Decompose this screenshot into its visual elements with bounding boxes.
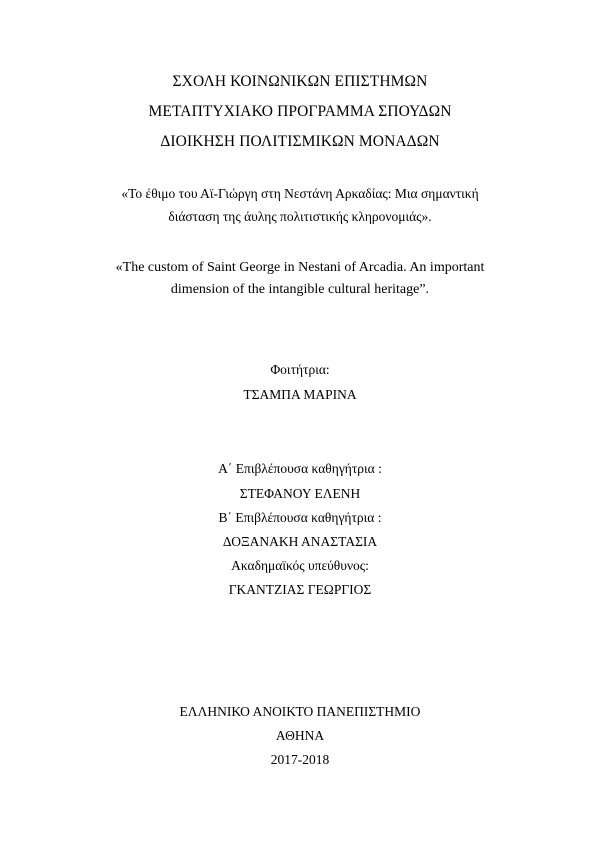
english-title-line-2: dimension of the intangible cultural heritage”. bbox=[170, 282, 430, 297]
specialization-name: ΔΙΟΙΚΗΣΗ ΠΟΛΙΤΙΣΜΙΚΩΝ ΜΟΝΑΔΩΝ bbox=[160, 133, 440, 150]
university-name: ΕΛΛΗΝΙΚΟ ΑΝΟΙΚΤΟ ΠΑΝΕΠΙΣΤΗΜΙΟ bbox=[179, 704, 421, 719]
greek-title-line-1: «Το έθιμο του Αϊ-Γιώργη στη Νεστάνη Αρκαδίας: Μια σημαντική bbox=[121, 186, 479, 201]
english-title-line-1: «The custom of Saint George in Nestani of Arcadia. An important bbox=[115, 260, 485, 275]
student-name: ΤΣΑΜΠΑ ΜΑΡΙΝΑ bbox=[243, 387, 357, 402]
student-label: Φοιτήτρια: bbox=[270, 362, 330, 377]
academic-supervisor-label: Ακαδημαϊκός υπεύθυνος: bbox=[231, 558, 369, 573]
program-name: ΜΕΤΑΠΤΥΧΙΑΚΟ ΠΡΟΓΡΑΜΜΑ ΣΠΟΥΔΩΝ bbox=[148, 103, 452, 120]
first-supervisor-label: Α΄ Επιβλέπουσα καθηγήτρια : bbox=[218, 461, 382, 476]
city-name: ΑΘΗΝΑ bbox=[275, 728, 325, 743]
academic-year: 2017-2018 bbox=[270, 752, 330, 767]
second-supervisor-name: ΔΟΞΑΝΑΚΗ ΑΝΑΣΤΑΣΙΑ bbox=[222, 534, 378, 549]
first-supervisor-name: ΣΤΕΦΑΝΟΥ ΕΛΕΝΗ bbox=[239, 486, 361, 501]
greek-title-line-2: διάσταση της άυλης πολιτιστικής κληρονομιάς». bbox=[168, 209, 432, 224]
school-name: ΣΧΟΛΗ ΚΟΙΝΩΝΙΚΩΝ ΕΠΙΣΤΗΜΩΝ bbox=[172, 73, 428, 90]
academic-supervisor-name: ΓΚΑΝΤΖΙΑΣ ΓΕΩΡΓΙΟΣ bbox=[228, 582, 372, 597]
second-supervisor-label: Β΄ Επιβλέπουσα καθηγήτρια : bbox=[218, 510, 382, 525]
